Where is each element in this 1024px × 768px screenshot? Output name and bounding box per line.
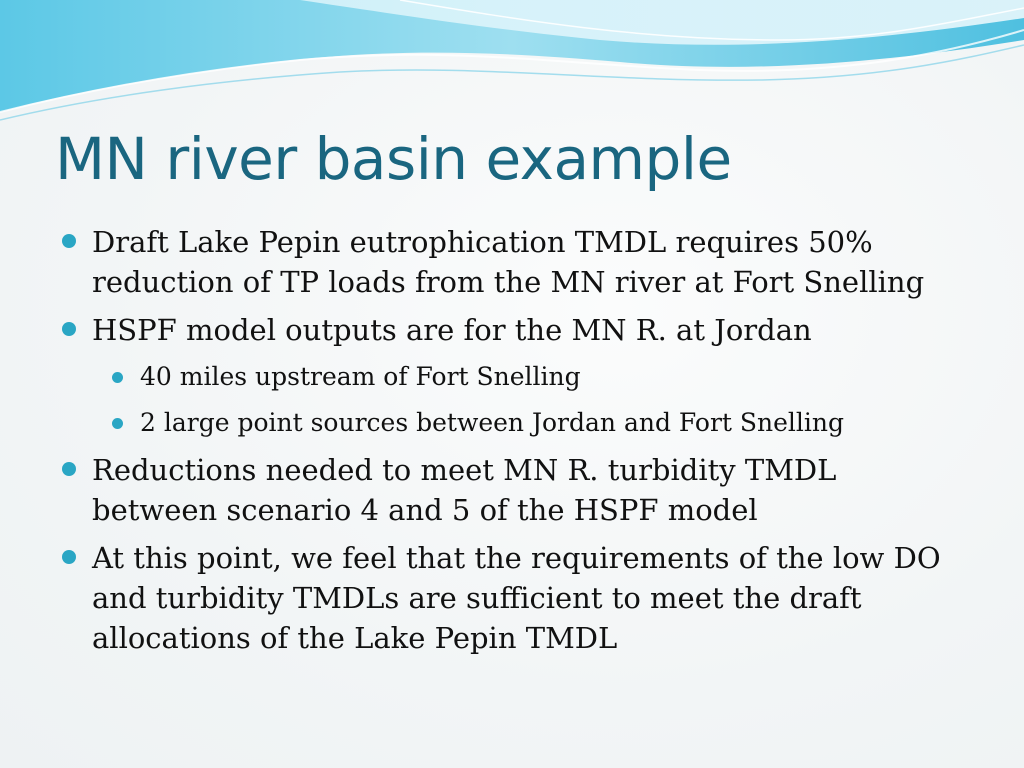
wave-header-decoration (0, 0, 1024, 130)
bullet-dot-icon (62, 234, 76, 248)
sub-bullet-list (92, 358, 960, 442)
bullet-item (60, 538, 960, 658)
sub-bullet-dot-icon (112, 372, 123, 383)
bullet-text: Draft Lake Pepin eutrophication TMDL requires 50% reduction of TP loads from the MN river at Fort Snelling (92, 225, 925, 299)
sub-bullet-item (100, 404, 960, 442)
sub-bullet-text: 2 large point sources between Jordan and Fort Snelling (140, 408, 845, 437)
sub-bullet-item (100, 358, 960, 396)
bullet-text: Reductions needed to meet MN R. turbidity TMDL between scenario 4 and 5 of the HSPF model (92, 453, 837, 527)
bullet-item (60, 310, 960, 442)
bullet-text: At this point, we feel that the requirements of the low DO and turbidity TMDLs are sufficient to meet the draft allocations of the Lake Pepin TMDL (92, 541, 941, 655)
bullet-dot-icon (62, 462, 76, 476)
bullet-item (60, 222, 960, 302)
bullet-item (60, 450, 960, 530)
bullet-dot-icon (62, 322, 76, 336)
slide-title: MN river basin example (55, 125, 732, 193)
sub-bullet-dot-icon (112, 418, 123, 429)
bullet-text: HSPF model outputs are for the MN R. at Jordan (92, 313, 812, 347)
sub-bullet-text: 40 miles upstream of Fort Snelling (140, 362, 581, 391)
bullet-list (60, 222, 960, 658)
slide-body (60, 222, 960, 666)
bullet-dot-icon (62, 550, 76, 564)
